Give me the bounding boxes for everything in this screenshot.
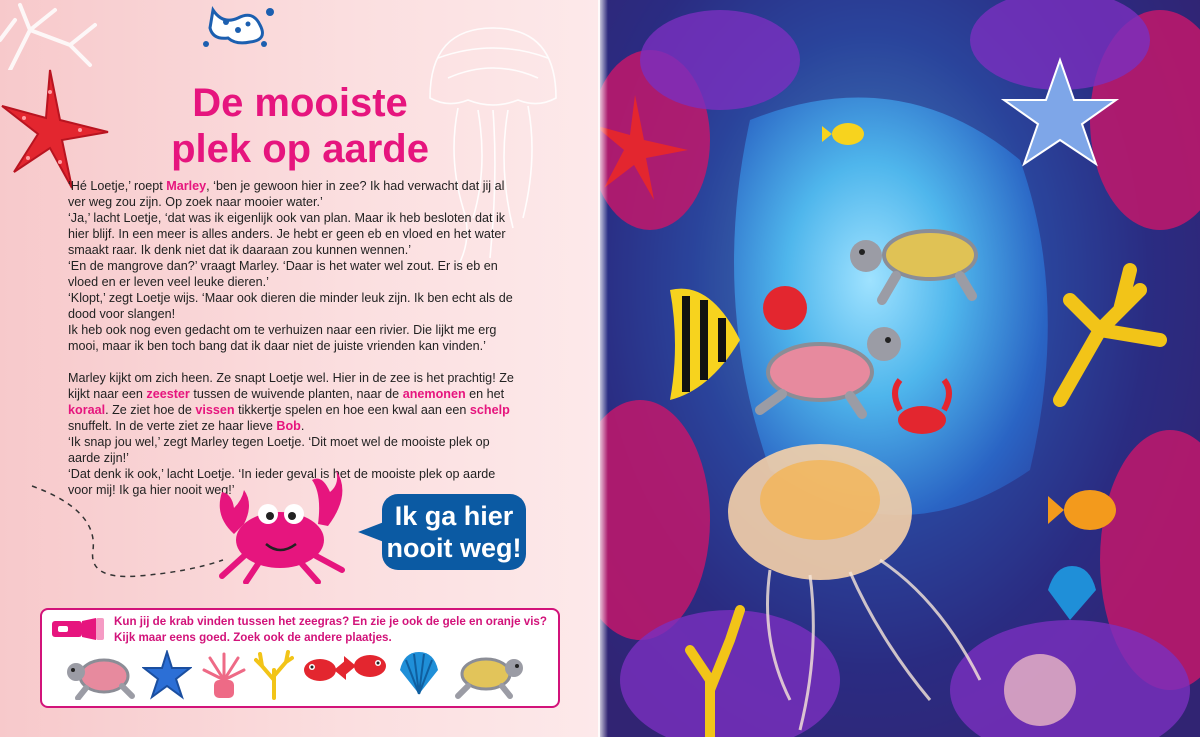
- speech-bubble: [382, 494, 526, 570]
- red-fish-icon: [298, 650, 346, 690]
- highlighted-word: zeester: [146, 387, 190, 401]
- story-text-segment: en het: [465, 387, 505, 401]
- yellow-fish-icon: [822, 123, 864, 145]
- story-text-segment: . Ze ziet hoe de: [105, 403, 196, 417]
- story-text-segment: tussen de wuivende planten, naar de: [189, 387, 403, 401]
- title-line-2: plek op aarde: [171, 127, 429, 171]
- task-line-2: Kijk maar eens goed. Zoek ook de andere plaatjes.: [114, 630, 392, 644]
- story-text-segment: snuffelt. In de verte ziet ze haar lieve: [68, 419, 277, 433]
- story-text-segment: ‘Hé Loetje,’ roept: [68, 179, 167, 193]
- underwater-illustration: [600, 0, 1200, 737]
- coral-decoration: [0, 0, 110, 70]
- highlighted-word: Bob: [276, 419, 301, 433]
- story-paragraph: [68, 434, 516, 466]
- highlighted-word: schelp: [469, 403, 510, 417]
- starfish-icon: [142, 650, 192, 700]
- speech-bubble-tail: [358, 522, 384, 542]
- story-text-segment: Marley kijkt om zich heen. Ze snapt Loetje wel. Hier in de zee is het prachtig! Ze kijkt naar een: [68, 371, 514, 401]
- anemone-icon: [200, 650, 248, 700]
- story-paragraph: [68, 210, 516, 258]
- story-paragraph: [68, 322, 516, 354]
- story-text-segment: Ik heb ook nog even gedacht om te verhuizen naar een rivier. Die lijkt me erg mooi, maar ik ben toch bang dat ik daar niet de juiste vrienden kan vinden.’: [68, 323, 497, 353]
- search-task-box: [40, 608, 560, 708]
- story-text-segment: ‘Dat denk ik ook,’ lacht Loetje. ‘In ieder geval is het de mooiste plek op aarde voor mij! Ik ga hier nooit weg!’: [68, 467, 496, 497]
- story-text-segment: tikkertje spelen en hoe een kwal aan een: [234, 403, 470, 417]
- red-fish-icon: [344, 646, 392, 686]
- story-text-segment: , ‘ben je gewoon hier in zee? Ik had verwacht dat jij al ver weg zou zijn. Op zoek naar mooier water.’: [68, 179, 505, 209]
- story-text-segment: .: [300, 419, 305, 433]
- story-text-segment: ‘Ja,’ lacht Loetje, ‘dat was ik eigenlijk ook van plan. Maar ik heb besloten dat ik hier blijf. In een meer is alles anders. Je hebt er geen eb en vloed en het water smaakt raar. Ik denk niet dat ik daaraan zou kunnen wennen.’: [68, 211, 506, 257]
- flashlight-icon: [52, 618, 106, 640]
- turtle-icon: [450, 650, 526, 700]
- title-line-1: De mooiste: [192, 81, 408, 125]
- highlighted-word: anemonen: [402, 387, 466, 401]
- story-paragraph: [68, 178, 516, 210]
- highlighted-word: koraal: [68, 403, 106, 417]
- dashed-trail: [28, 480, 228, 590]
- story-text-segment: ‘Klopt,’ zegt Loetje wijs. ‘Maar ook dieren die minder leuk zijn. Ik ben echt als de dood voor slangen!: [68, 291, 513, 321]
- turtle-icon: [760, 327, 901, 414]
- story-paragraph: [68, 258, 516, 290]
- highlighted-word: vissen: [195, 403, 235, 417]
- story-text-segment: ‘Ik snap jou wel,’ zegt Marley tegen Loetje. ‘Dit moet wel de mooiste plek op aarde zijn!’: [68, 435, 490, 465]
- story-paragraph: [68, 290, 516, 322]
- bubble-line-2: nooit weg!: [386, 533, 522, 563]
- story-text: [68, 178, 516, 498]
- red-fish-icon: [763, 286, 807, 330]
- bubble-line-1: Ik ga hier: [394, 501, 514, 531]
- turtle-icon: [64, 650, 138, 700]
- story-text-segment: ‘En de mangrove dan?’ vraagt Marley. ‘Daar is het water wel zout. Er is eb en vloed en er leven veel leuke dieren.’: [68, 259, 498, 289]
- turtle-icon: [850, 231, 976, 300]
- page-title: [0, 80, 600, 172]
- highlighted-word: Marley: [166, 179, 207, 193]
- task-instructions: [114, 614, 554, 645]
- crab-icon: [895, 380, 949, 434]
- story-paragraph: [68, 370, 516, 434]
- coral-icon: [254, 650, 294, 700]
- page-gutter: [598, 0, 608, 737]
- shell-icon: [396, 650, 442, 696]
- crab-icon: [202, 464, 352, 584]
- jellyfish-icon: [1004, 654, 1076, 726]
- task-line-1: Kun jij de krab vinden tussen het zeegras? En zie je ook de gele en oranje vis?: [114, 615, 547, 628]
- plankton-icon: [198, 0, 278, 50]
